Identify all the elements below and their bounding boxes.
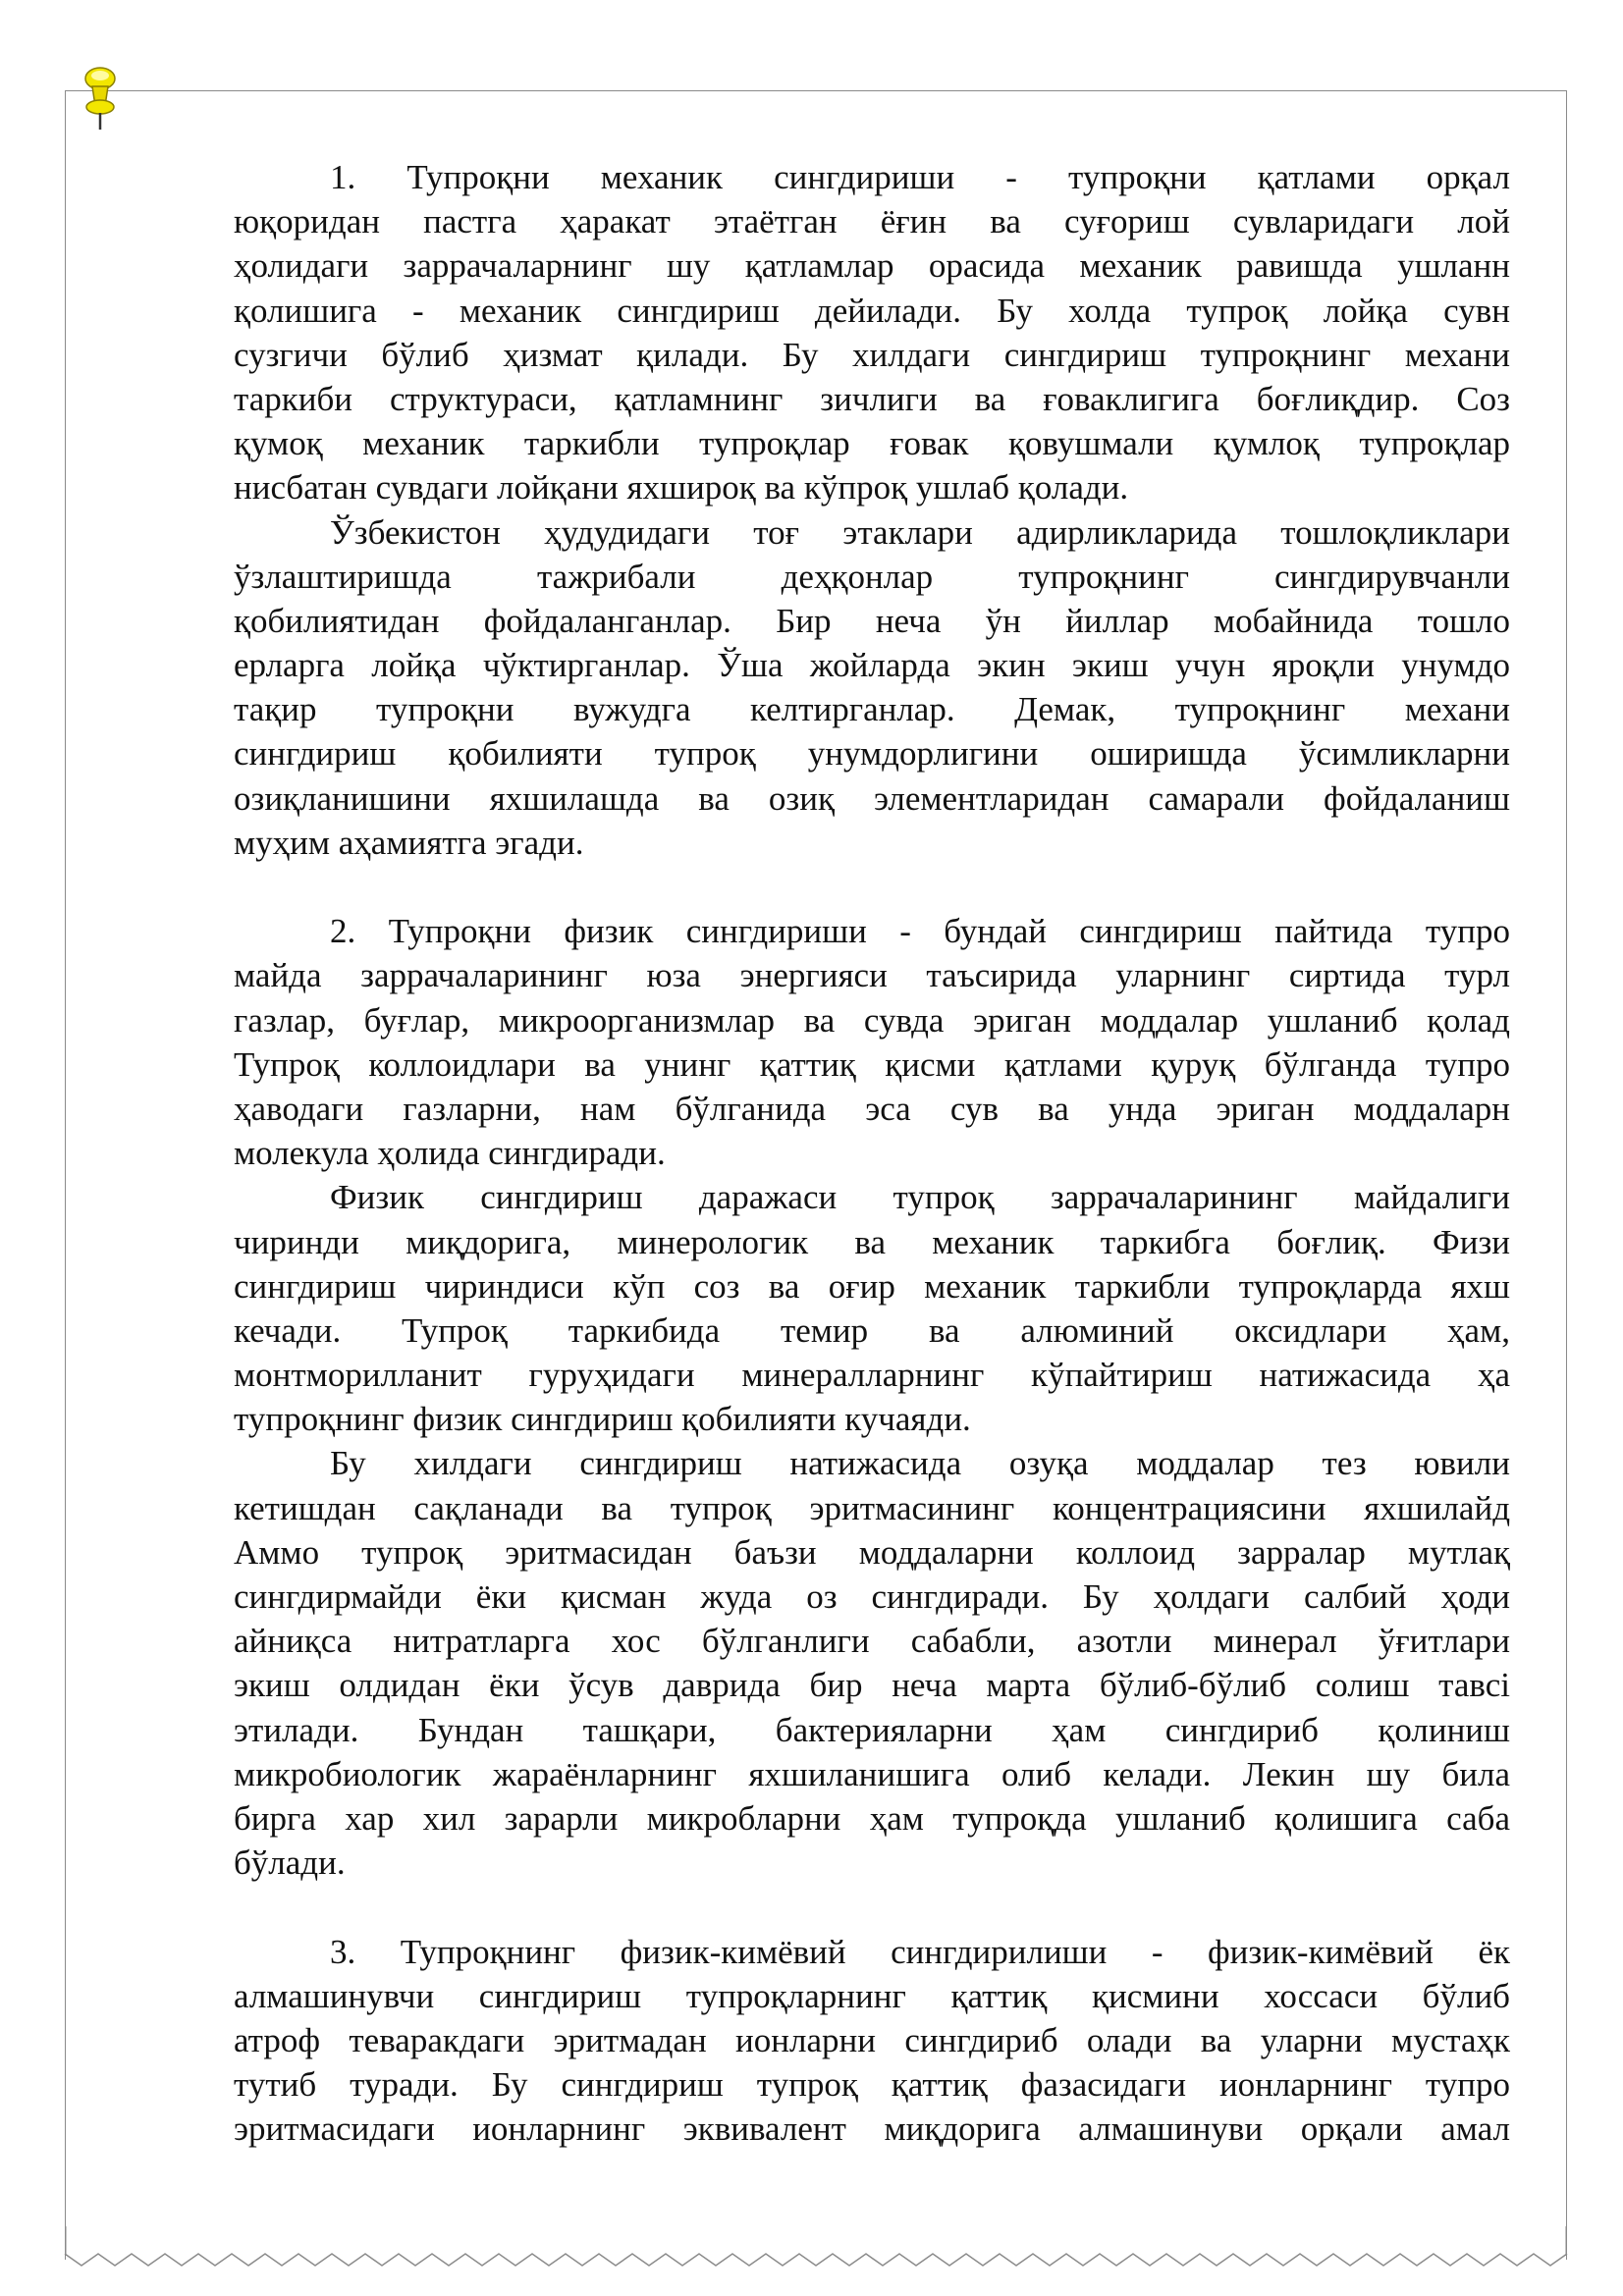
text-line: юқоридан пастга ҳаракат этаётган ёғин ва суғориш сувларидаги лой: [234, 202, 1510, 241]
text-line: майда заррачаларининг юза энергияси таъсирида уларнинг сиртида турл: [234, 956, 1510, 995]
paragraph: [234, 1175, 1510, 1441]
text-line: сингдириш чириндиси кўп соз ва оғир механик таркибли тупроқларда яхш: [234, 1266, 1510, 1306]
text-line: озиқланишини яхшилашда ва озиқ элементларидан самарали фойдаланиш: [234, 778, 1510, 818]
text-line: тақир тупроқни вужудга келтирганлар. Демак, тупроқнинг механи: [234, 690, 1510, 729]
text-line: бўлади.: [234, 1843, 346, 1883]
text-line: монтморилланит гуруҳидаги минералларнинг кўпайтириш натижасида ҳа: [234, 1356, 1510, 1395]
text-line: 2. Тупроқни физик сингдириши - бундай сингдириш пайтида тупро: [330, 912, 1510, 951]
text-line: ерларга лойқа чўктирганлар. Ўша жойларда экин экиш учун яроқли унумдо: [234, 646, 1510, 685]
paragraph: [234, 909, 1510, 1175]
text-line: сингдириш қобилияти тупроқ унумдорлигини оширишда ўсимликларни: [234, 734, 1510, 774]
paragraph: [234, 1930, 1510, 2152]
text-line: қобилиятидан фойдаланганлар. Бир неча ўн йиллар мобайнида тошло: [234, 601, 1510, 640]
document-text: [234, 155, 1510, 2151]
text-line: Бу хилдаги сингдириш натижасида озуқа моддалар тез ювили: [330, 1444, 1510, 1483]
torn-page-edge: [65, 2226, 1567, 2275]
text-line: ўзлаштиришда тажрибали деҳқонлар тупроқнинг сингдирувчанли: [234, 557, 1510, 596]
paragraph: [234, 1441, 1510, 1885]
text-line: Ўзбекистон ҳудудидаги тоғ этаклари адирликларида тошлоқликлари: [330, 512, 1510, 552]
text-line: молекула ҳолида сингдиради.: [234, 1134, 666, 1173]
text-line: атроф теваракдаги эритмадан ионларни сингдириб олади ва уларни мустаҳк: [234, 2020, 1510, 2059]
text-line: Тупроқ коллоидлари ва унинг қаттиқ қисми қатлами қуруқ бўлганда тупро: [234, 1044, 1510, 1084]
text-line: қумоқ механик таркибли тупроқлар ғовак қовушмали қумлоқ тупроқлар: [234, 424, 1510, 463]
text-line: 1. Тупроқни механик сингдириши - тупроқни қатлами орқал: [330, 158, 1510, 196]
text-line: микробиологик жараёнларнинг яхшиланишига олиб келади. Лекин шу била: [234, 1754, 1510, 1793]
text-line: нисбатан сувдаги лойқани яхшироқ ва кўпроқ ушлаб қолади.: [234, 468, 1129, 507]
text-line: Аммо тупроқ эритмасидан баъзи моддаларни коллоид зарралар мутлақ: [234, 1532, 1510, 1572]
text-line: Физик сингдириш даражаси тупроқ заррачаларининг майдалиги: [330, 1178, 1510, 1217]
text-line: эритмасидаги ионларнинг эквивалент миқдорига алмашинуви орқали амал: [234, 2109, 1510, 2149]
paragraph: [234, 510, 1510, 866]
text-line: ҳолидаги заррачаларнинг шу қатламлар орасида механик равишда ушланн: [234, 246, 1510, 286]
paragraph-gap: [234, 1885, 1510, 1929]
text-line: 3. Тупроқнинг физик-кимёвий сингдирилиши - физик-кимёвий ёк: [330, 1932, 1510, 1971]
text-line: муҳим аҳамиятга эгади.: [234, 823, 584, 862]
text-line: бирга хар хил зарарли микробларни ҳам тупроқда ушланиб қолишига саба: [234, 1798, 1510, 1838]
text-line: алмашинувчи сингдириш тупроқларнинг қаттиқ қисмини хоссаси бўлиб: [234, 1976, 1510, 2015]
text-line: тупроқнинг физик сингдириш қобилияти кучаяди.: [234, 1400, 971, 1439]
document-body: [234, 155, 1510, 2149]
paragraph: [234, 155, 1510, 510]
text-line: айниқса нитратларга хос бўлганлиги сабабли, азотли минерал ўғитлари: [234, 1622, 1510, 1661]
text-line: ҳаводаги газларни, нам бўлганида эса сув ва унда эриган моддаларн: [234, 1089, 1510, 1128]
text-line: тутиб туради. Бу сингдириш тупроқ қаттиқ фазасидаги ионларнинг тупро: [234, 2065, 1510, 2105]
text-line: кечади. Тупроқ таркибида темир ва алюминий оксидлари ҳам,: [234, 1310, 1510, 1350]
text-line: этилади. Бундан ташқари, бактерияларни ҳам сингдириб қолиниш: [234, 1710, 1510, 1749]
pushpin-icon[interactable]: [75, 63, 126, 132]
text-line: сузгичи бўлиб ҳизмат қилади. Бу хилдаги сингдириш тупроқнинг механи: [234, 335, 1510, 374]
text-line: сингдирмайди ёки қисман жуда оз сингдиради. Бу ҳолдаги салбий ҳоди: [234, 1577, 1510, 1616]
text-line: кетишдан сақланади ва тупроқ эритмасининг концентрациясини яхшилайд: [234, 1488, 1510, 1527]
text-line: қолишига - механик сингдириш дейилади. Бу холда тупроқ лойқа сувн: [234, 291, 1510, 330]
text-line: таркиби структураси, қатламнинг зичлиги ва ғоваклигига боғлиқдир. Соз: [234, 379, 1510, 418]
paragraph-gap: [234, 865, 1510, 909]
text-line: газлар, буғлар, микроорганизмлар ва сувда эриган моддалар ушланиб қолад: [234, 1000, 1510, 1040]
text-line: экиш олдидан ёки ўсув даврида бир неча марта бўлиб-бўлиб солиш тавсі: [234, 1666, 1510, 1705]
text-line: чиринди миқдорига, минерологик ва механик таркибга боғлиқ. Физи: [234, 1222, 1510, 1261]
